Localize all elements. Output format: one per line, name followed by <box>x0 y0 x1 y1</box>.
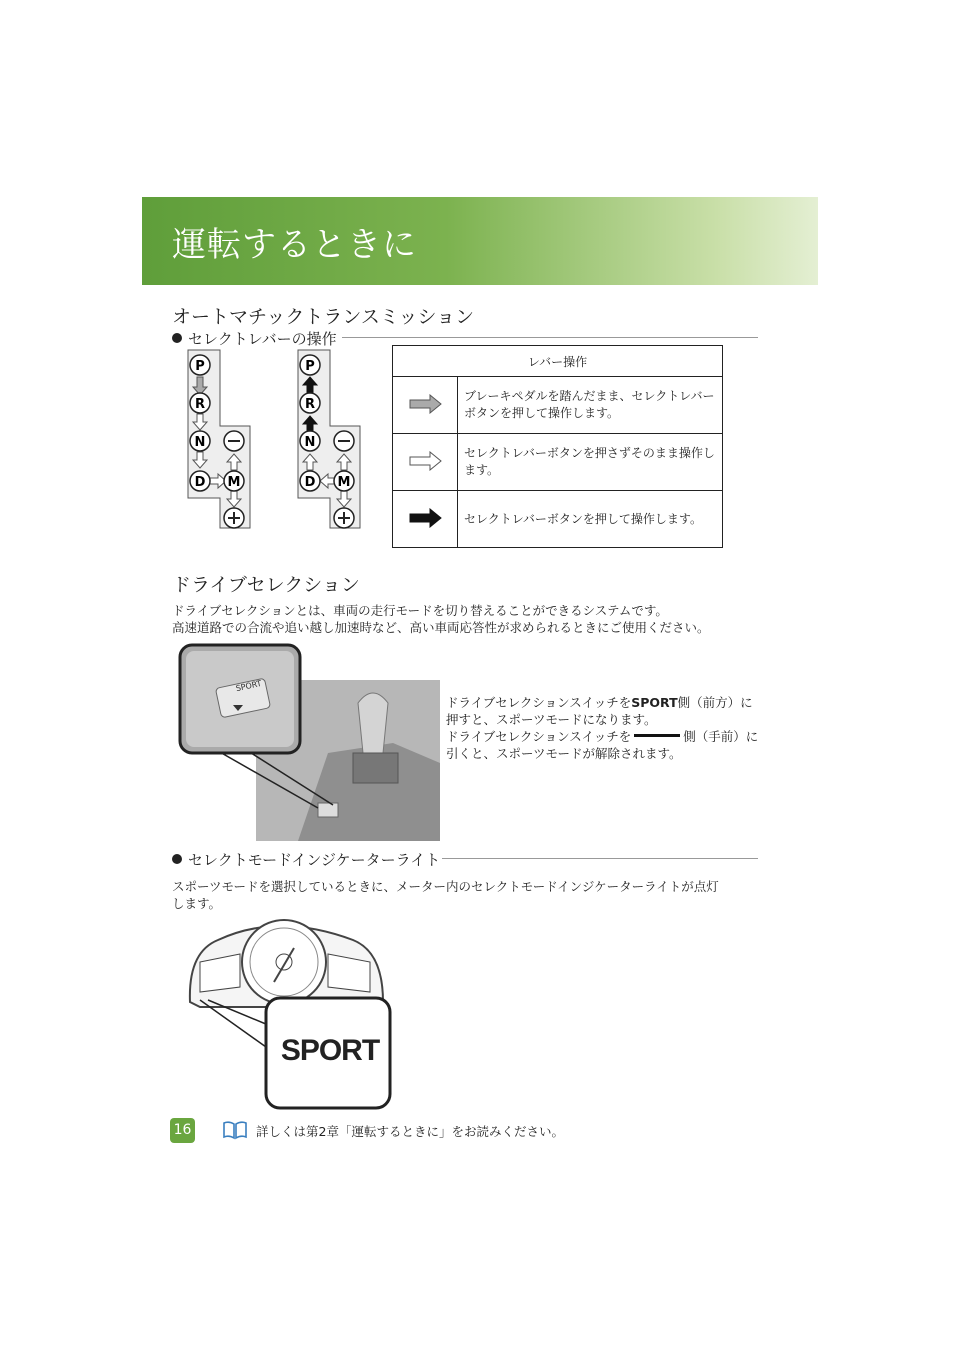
drive-selection-caption <box>446 694 766 762</box>
caption-text: 引くと、スポーツモードが解除されます。 <box>446 746 682 761</box>
table-cell-text: セレクトレバーボタンを押さずそのまま操作します。 <box>458 434 723 491</box>
svg-text:N: N <box>304 435 316 450</box>
caption-text: ドライブセレクションスイッチを <box>446 695 632 710</box>
divider <box>342 337 758 338</box>
subsection-select-lever <box>172 328 337 349</box>
table-header: レバー操作 <box>393 346 723 377</box>
lever-operation-table <box>392 345 723 548</box>
outline-arrow-icon <box>408 451 442 471</box>
shift-pattern-right <box>298 350 360 528</box>
table-row <box>393 434 723 491</box>
svg-text:P: P <box>305 359 315 374</box>
footer-note: 詳しくは第2章「運転するときに」をお読みください。 <box>256 1124 564 1139</box>
subsection-label: セレクトモードインジケーターライト <box>188 851 441 869</box>
svg-text:P: P <box>195 359 205 374</box>
svg-text:M: M <box>337 475 351 490</box>
minus-bar-icon <box>634 734 680 737</box>
table-cell-text: ブレーキペダルを踏んだまま、セレクトレバーボタンを押して操作します。 <box>458 377 723 434</box>
caption-text: 側（前方）に <box>677 695 753 710</box>
table-row <box>393 377 723 434</box>
divider <box>442 858 758 859</box>
table-row <box>393 491 723 548</box>
console-illustration <box>178 643 440 841</box>
svg-text:M: M <box>227 475 241 490</box>
sport-indicator-text: SPORT <box>280 1034 380 1067</box>
shift-pattern-left <box>188 350 250 528</box>
black-arrow-icon <box>408 508 442 528</box>
caption-text: 側（手前）に <box>683 729 759 744</box>
drive-selection-desc-2: 高速道路での合流や追い越し加速時など、高い車両応答性が求められるときにご使用ください。 <box>172 620 710 635</box>
subsection-indicator-light <box>172 849 440 870</box>
svg-text:R: R <box>304 397 316 412</box>
svg-text:R: R <box>194 397 206 412</box>
meter-illustration <box>178 912 393 1112</box>
caption-sport: SPORT <box>631 695 678 710</box>
chapter-title: 運転するときに <box>172 225 417 265</box>
indicator-desc-2: します。 <box>172 896 222 911</box>
section-title-transmission: オートマチックトランスミッション <box>172 306 475 328</box>
gray-arrow-icon <box>408 394 442 414</box>
indicator-desc-1: スポーツモードを選択しているときに、メーター内のセレクトモードインジケーターライトが点灯 <box>172 879 719 894</box>
table-cell-text: セレクトレバーボタンを押して操作します。 <box>458 491 723 548</box>
bullet-icon <box>172 854 182 864</box>
shift-pattern-diagram <box>180 348 365 530</box>
subsection-label: セレクトレバーの操作 <box>188 330 337 348</box>
caption-text: 押すと、スポーツモードになります。 <box>446 712 657 727</box>
svg-text:N: N <box>194 435 206 450</box>
switch-sport-label: SPORT <box>234 678 263 694</box>
svg-text:D: D <box>194 475 206 490</box>
drive-selection-desc-1: ドライブセレクションとは、車両の走行モードを切り替えることができるシステムです。 <box>172 603 668 618</box>
section-title-drive-selection: ドライブセレクション <box>172 574 360 596</box>
page-number: 16 <box>170 1118 195 1143</box>
caption-text: ドライブセレクションスイッチを <box>446 729 632 744</box>
bullet-icon <box>172 333 182 343</box>
book-icon <box>222 1120 248 1140</box>
svg-text:D: D <box>304 475 316 490</box>
